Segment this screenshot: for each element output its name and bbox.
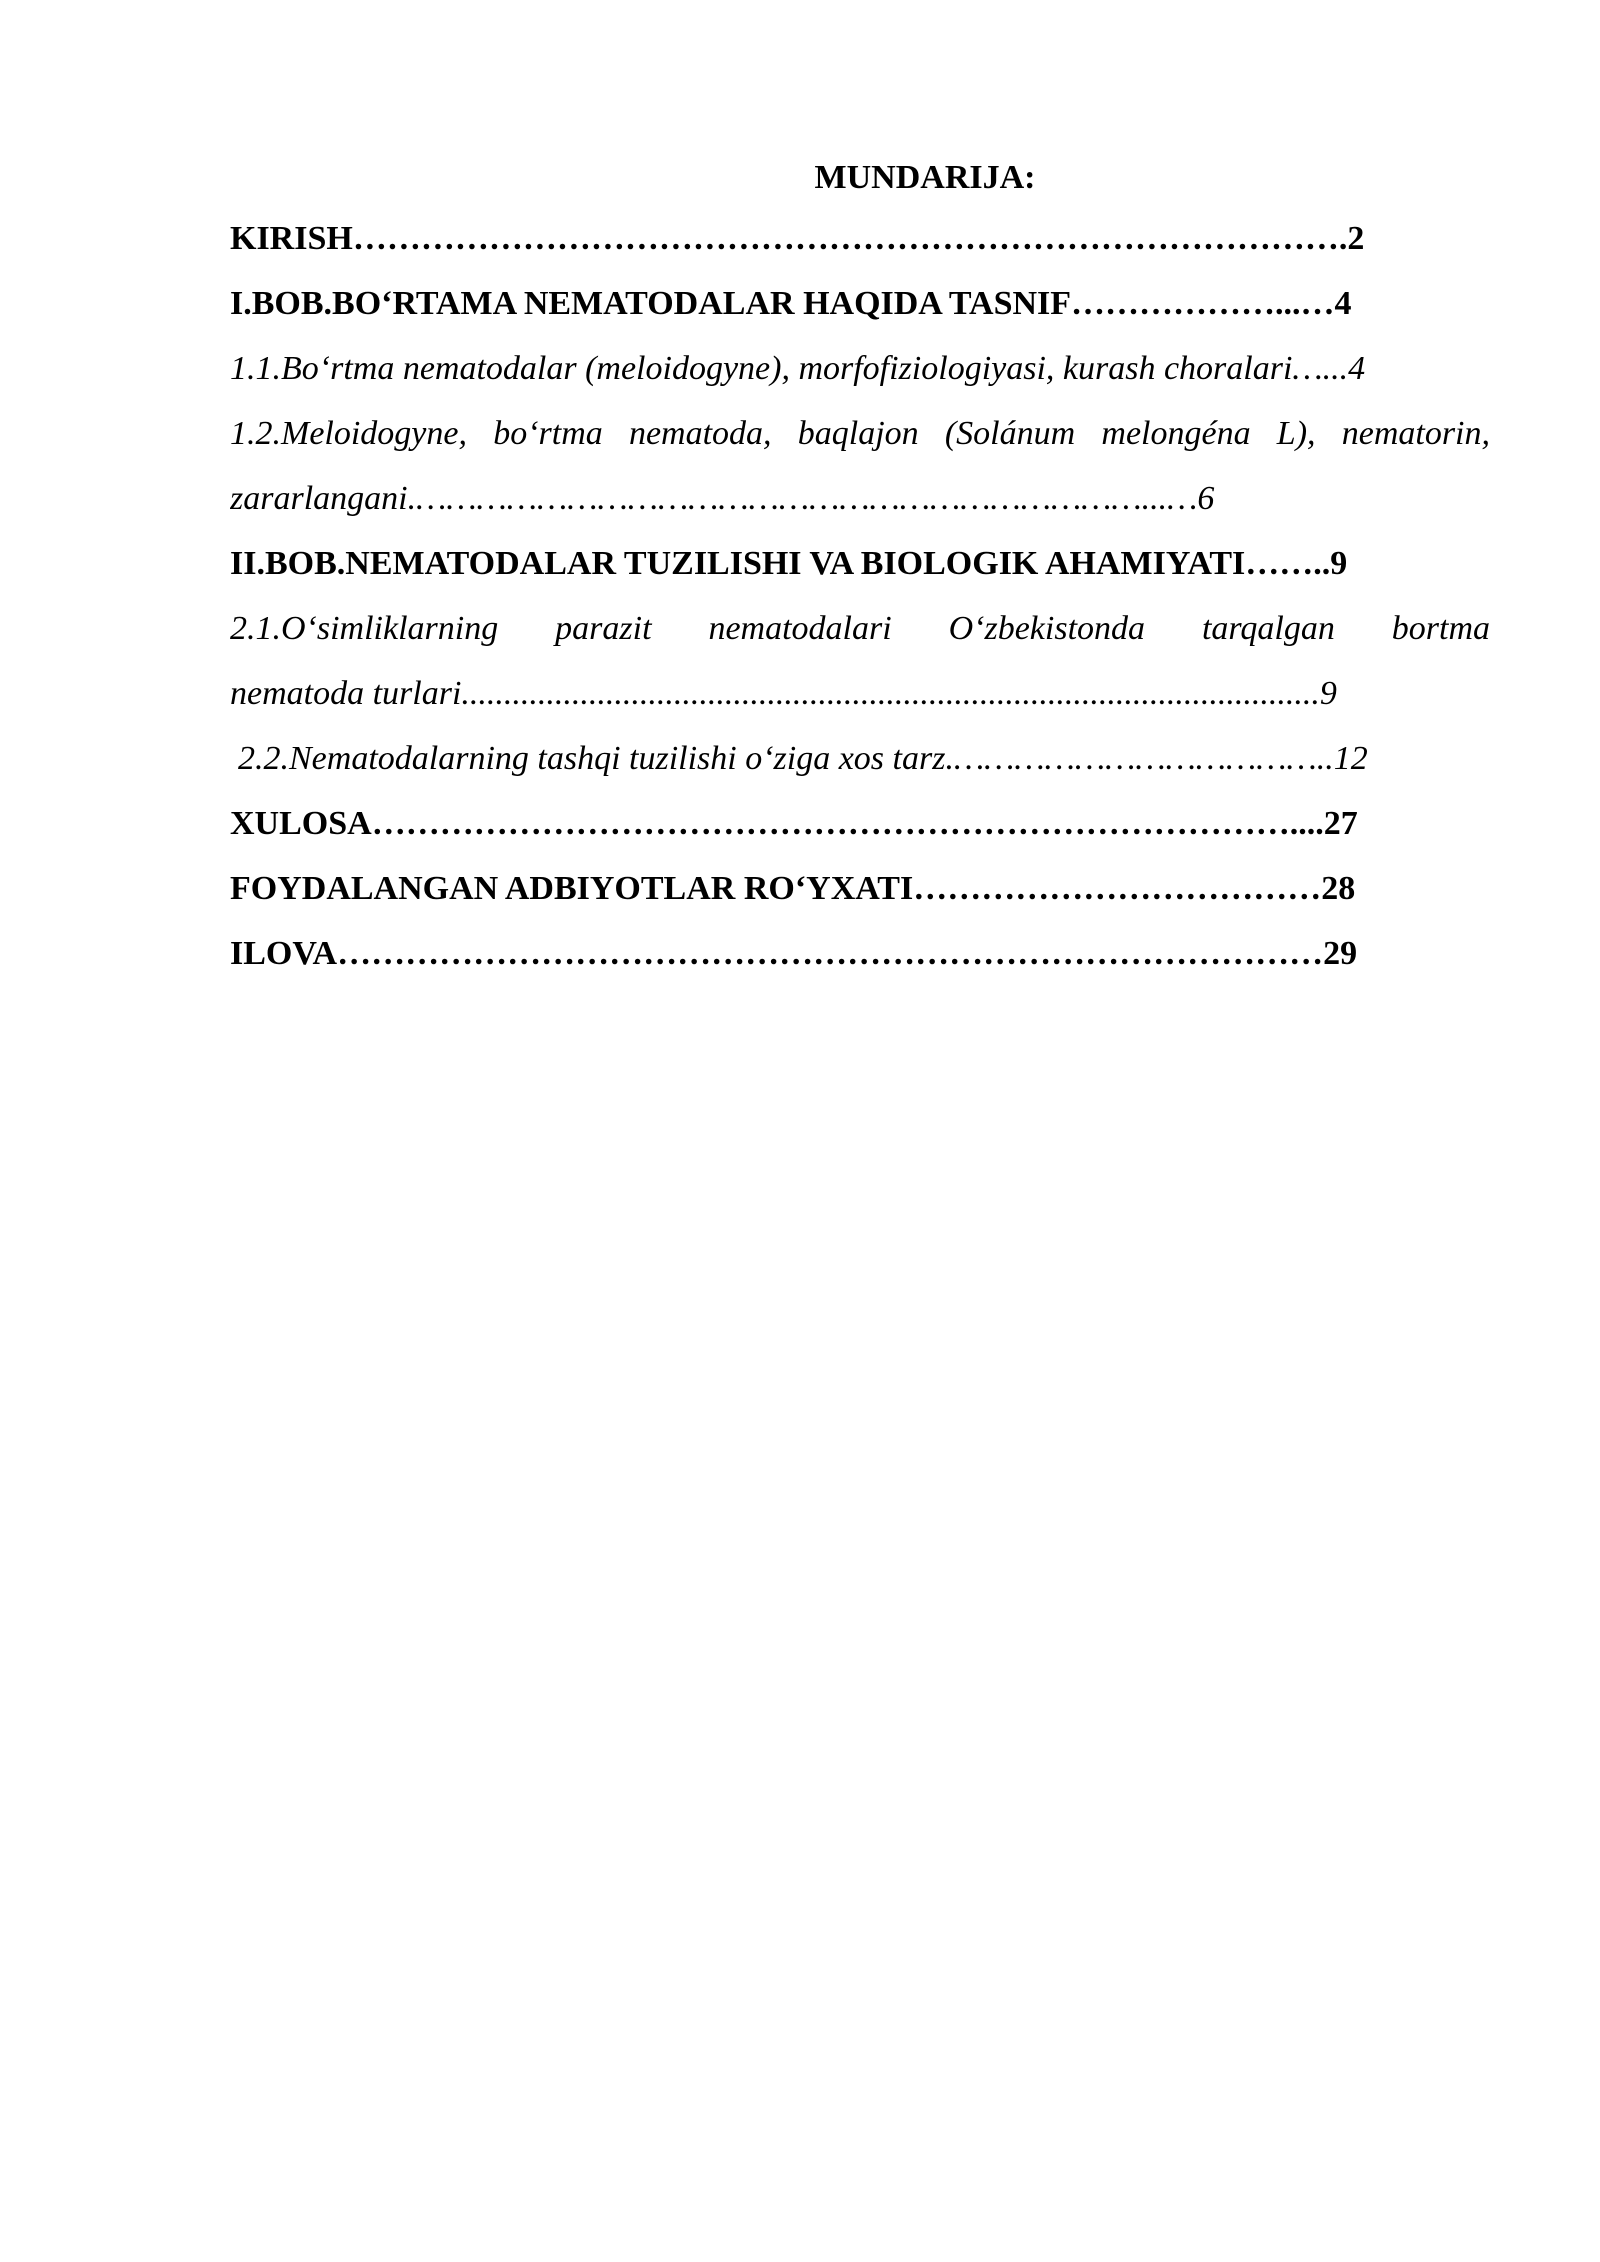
toc-entry-section-2-1: 2.1.O‘simliklarning parazit nematodalari O‘zbekistonda tarqalgan bortma [230,610,1490,647]
toc-entry-ilova: ILOVA……………………………………………………………………………29 [230,935,1358,972]
toc-entry-section-1-2: 1.2.Meloidogyne, bo‘rtma nematoda, baqlajon (Solánum melongéna L), nematorin, [230,415,1490,452]
toc-entry-section-1-2-cont: zararlangani.………………………………………………………………...…6 [230,480,1215,517]
toc-entry-section-2-1-cont: nematoda turlari.....................................................................................................9 [230,675,1337,712]
toc-entry-section-1-1: 1.1.Bo‘rtma nematodalar (meloidogyne), morfofiziologiyasi, kurash choralari…...4 [230,350,1366,387]
toc-entry-chapter-2: II.BOB.NEMATODALAR TUZILISHI VA BIOLOGIK AHAMIYATI……..9 [230,545,1348,582]
toc-title: MUNDARIJA: [814,159,1036,196]
toc-entry-chapter-1: I.BOB.BO‘RTAMA NEMATODALAR HAQIDA TASNIF………………...…4 [230,285,1352,322]
toc-entry-xulosa: XULOSA………………………………………………………………………....27 [230,805,1358,842]
toc-entry-kirish: KIRISH…………………………………………………………………………….2 [230,220,1365,257]
table-of-contents [230,150,1490,986]
toc-entry-references: FOYDALANGAN ADBIYOTLAR RO‘YXATI………………………………28 [230,870,1356,907]
toc-entry-section-2-2: 2.2.Nematodalarning tashqi tuzilishi o‘ziga xos tarz.………………………………..12 [238,740,1368,777]
